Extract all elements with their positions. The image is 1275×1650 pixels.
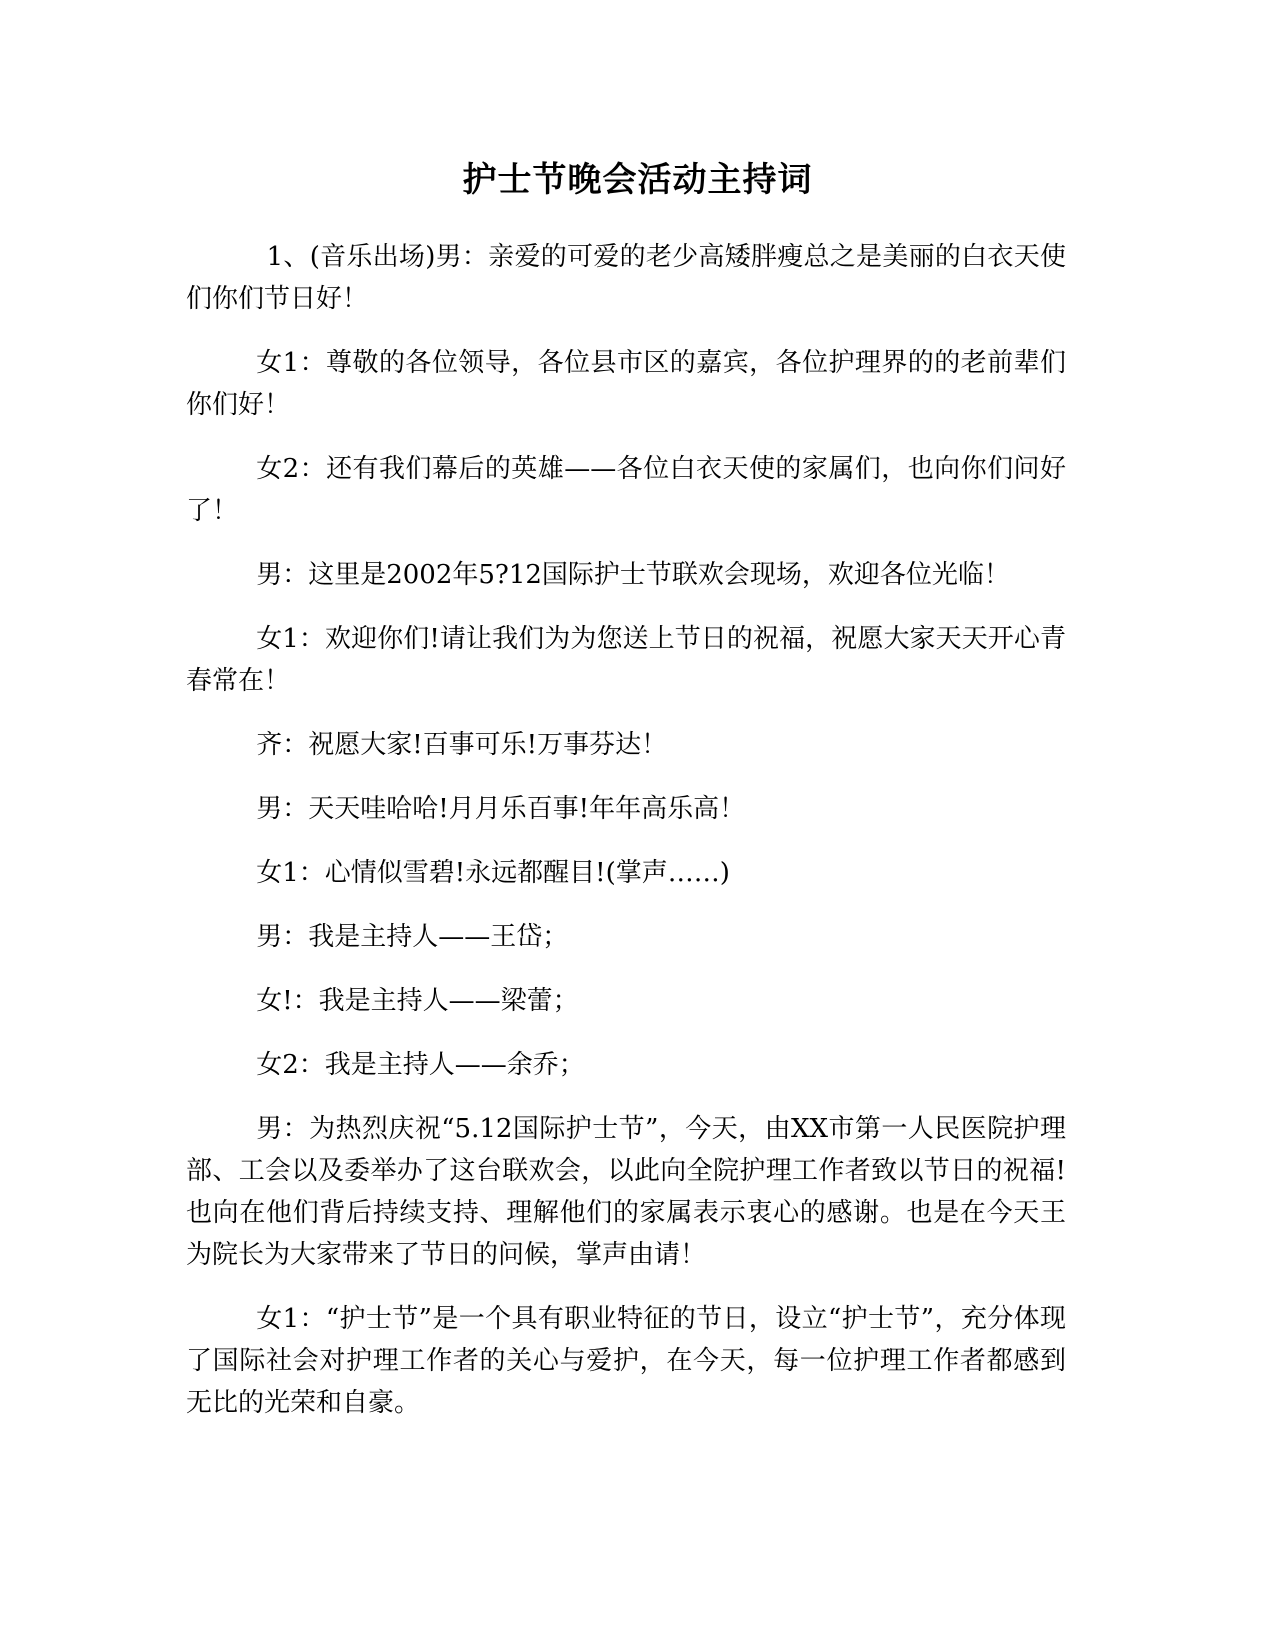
paragraph: 女1：“护士节”是一个具有职业特征的节日，设立“护士节”，充分体现了国际社会对护理工作者的关心与爱护，在今天，每一位护理工作者都感到无比的光荣和自豪。 (186, 1304, 1066, 1418)
paragraph: 女1：尊敬的各位领导，各位县市区的嘉宾，各位护理界的的老前辈们你们好！ (186, 348, 1066, 420)
paragraph: 男：天天哇哈哈!月月乐百事!年年高乐高！ (256, 794, 746, 824)
paragraph: 女1：欢迎你们!请让我们为为您送上节日的祝福，祝愿大家天天开心青春常在！ (186, 624, 1066, 696)
paragraph: 女2：还有我们幕后的英雄——各位白衣天使的家属们，也向你们问好了！ (186, 454, 1066, 526)
paragraph: 男：为热烈庆祝“5.12国际护士节”，今天，由XX市第一人民医院护理部、工会以及委举办了这台联欢会，以此向全院护理工作者致以节日的祝福!也向在他们背后持续支持、理解他们的家属表示衷心的感谢。也是在今天王为院长为大家带来了节日的问候，掌声由请！ (186, 1114, 1066, 1270)
document-body (186, 236, 1066, 1446)
paragraph: 女!：我是主持人——梁蕾； (256, 986, 579, 1016)
paragraph: 女2：我是主持人——余乔； (256, 1050, 585, 1080)
paragraph: 1、(音乐出场)男：亲爱的可爱的老少高矮胖瘦总之是美丽的白衣天使们你们节日好！ (186, 242, 1066, 314)
paragraph: 齐：祝愿大家!百事可乐!万事芬达！ (256, 730, 668, 760)
paragraph: 女1：心情似雪碧!永远都醒目!(掌声……) (256, 858, 730, 888)
document-title: 护士节晚会活动主持词 (462, 160, 813, 200)
paragraph: 男：我是主持人——王岱； (256, 922, 569, 952)
paragraph: 男：这里是2002年5?12国际护士节联欢会现场，欢迎各位光临！ (256, 560, 1010, 590)
